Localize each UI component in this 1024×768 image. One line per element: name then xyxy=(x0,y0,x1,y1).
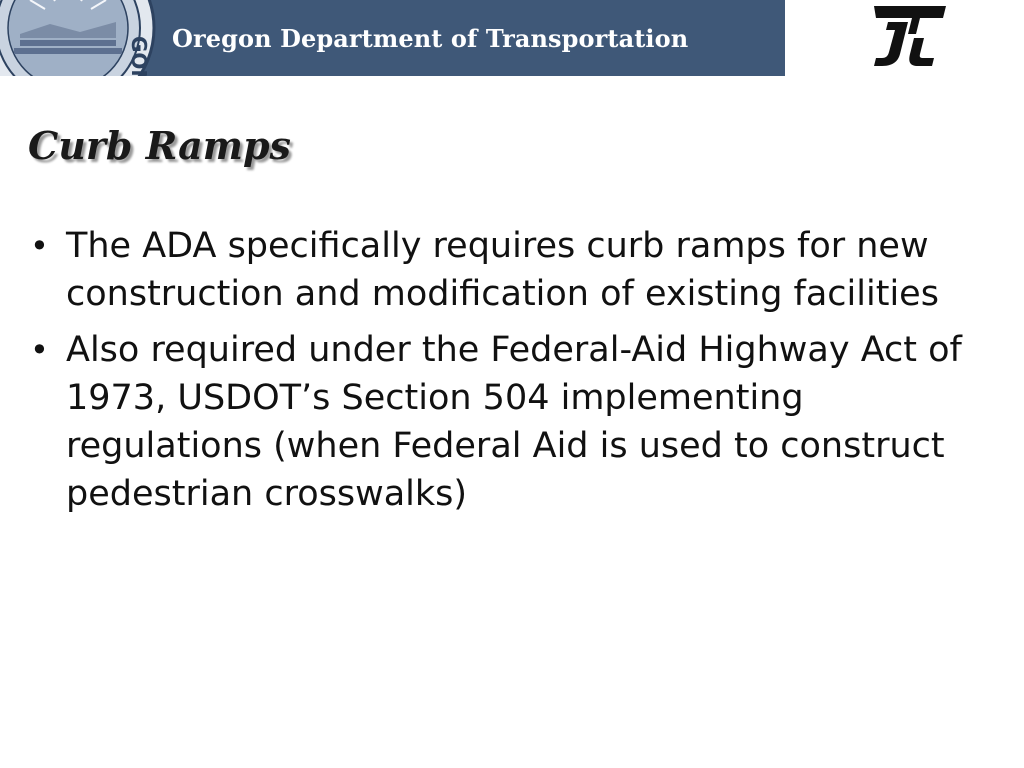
oregon-state-seal-icon xyxy=(0,0,156,87)
slide-title: Curb Ramps xyxy=(28,123,291,168)
svg-text:GON: GON xyxy=(127,36,151,87)
bullet-symbol: • xyxy=(30,331,49,369)
bullet-list xyxy=(28,222,988,526)
header-banner xyxy=(0,0,785,87)
bullet-text: Also required under the Federal-Aid Highway Act of 1973, USDOT’s Section 504 implementing regulations (when Federal Aid is used to construct pedestrian crosswalks) xyxy=(66,330,962,514)
bullet-item xyxy=(28,222,988,318)
odot-logo-icon xyxy=(868,4,948,70)
bullet-text: The ADA specifically requires curb ramps for new construction and modification of existing facilities xyxy=(66,226,939,314)
agency-name: Oregon Department of Transportation xyxy=(172,24,689,53)
bullet-item xyxy=(28,326,988,518)
bullet-symbol: • xyxy=(30,227,49,265)
